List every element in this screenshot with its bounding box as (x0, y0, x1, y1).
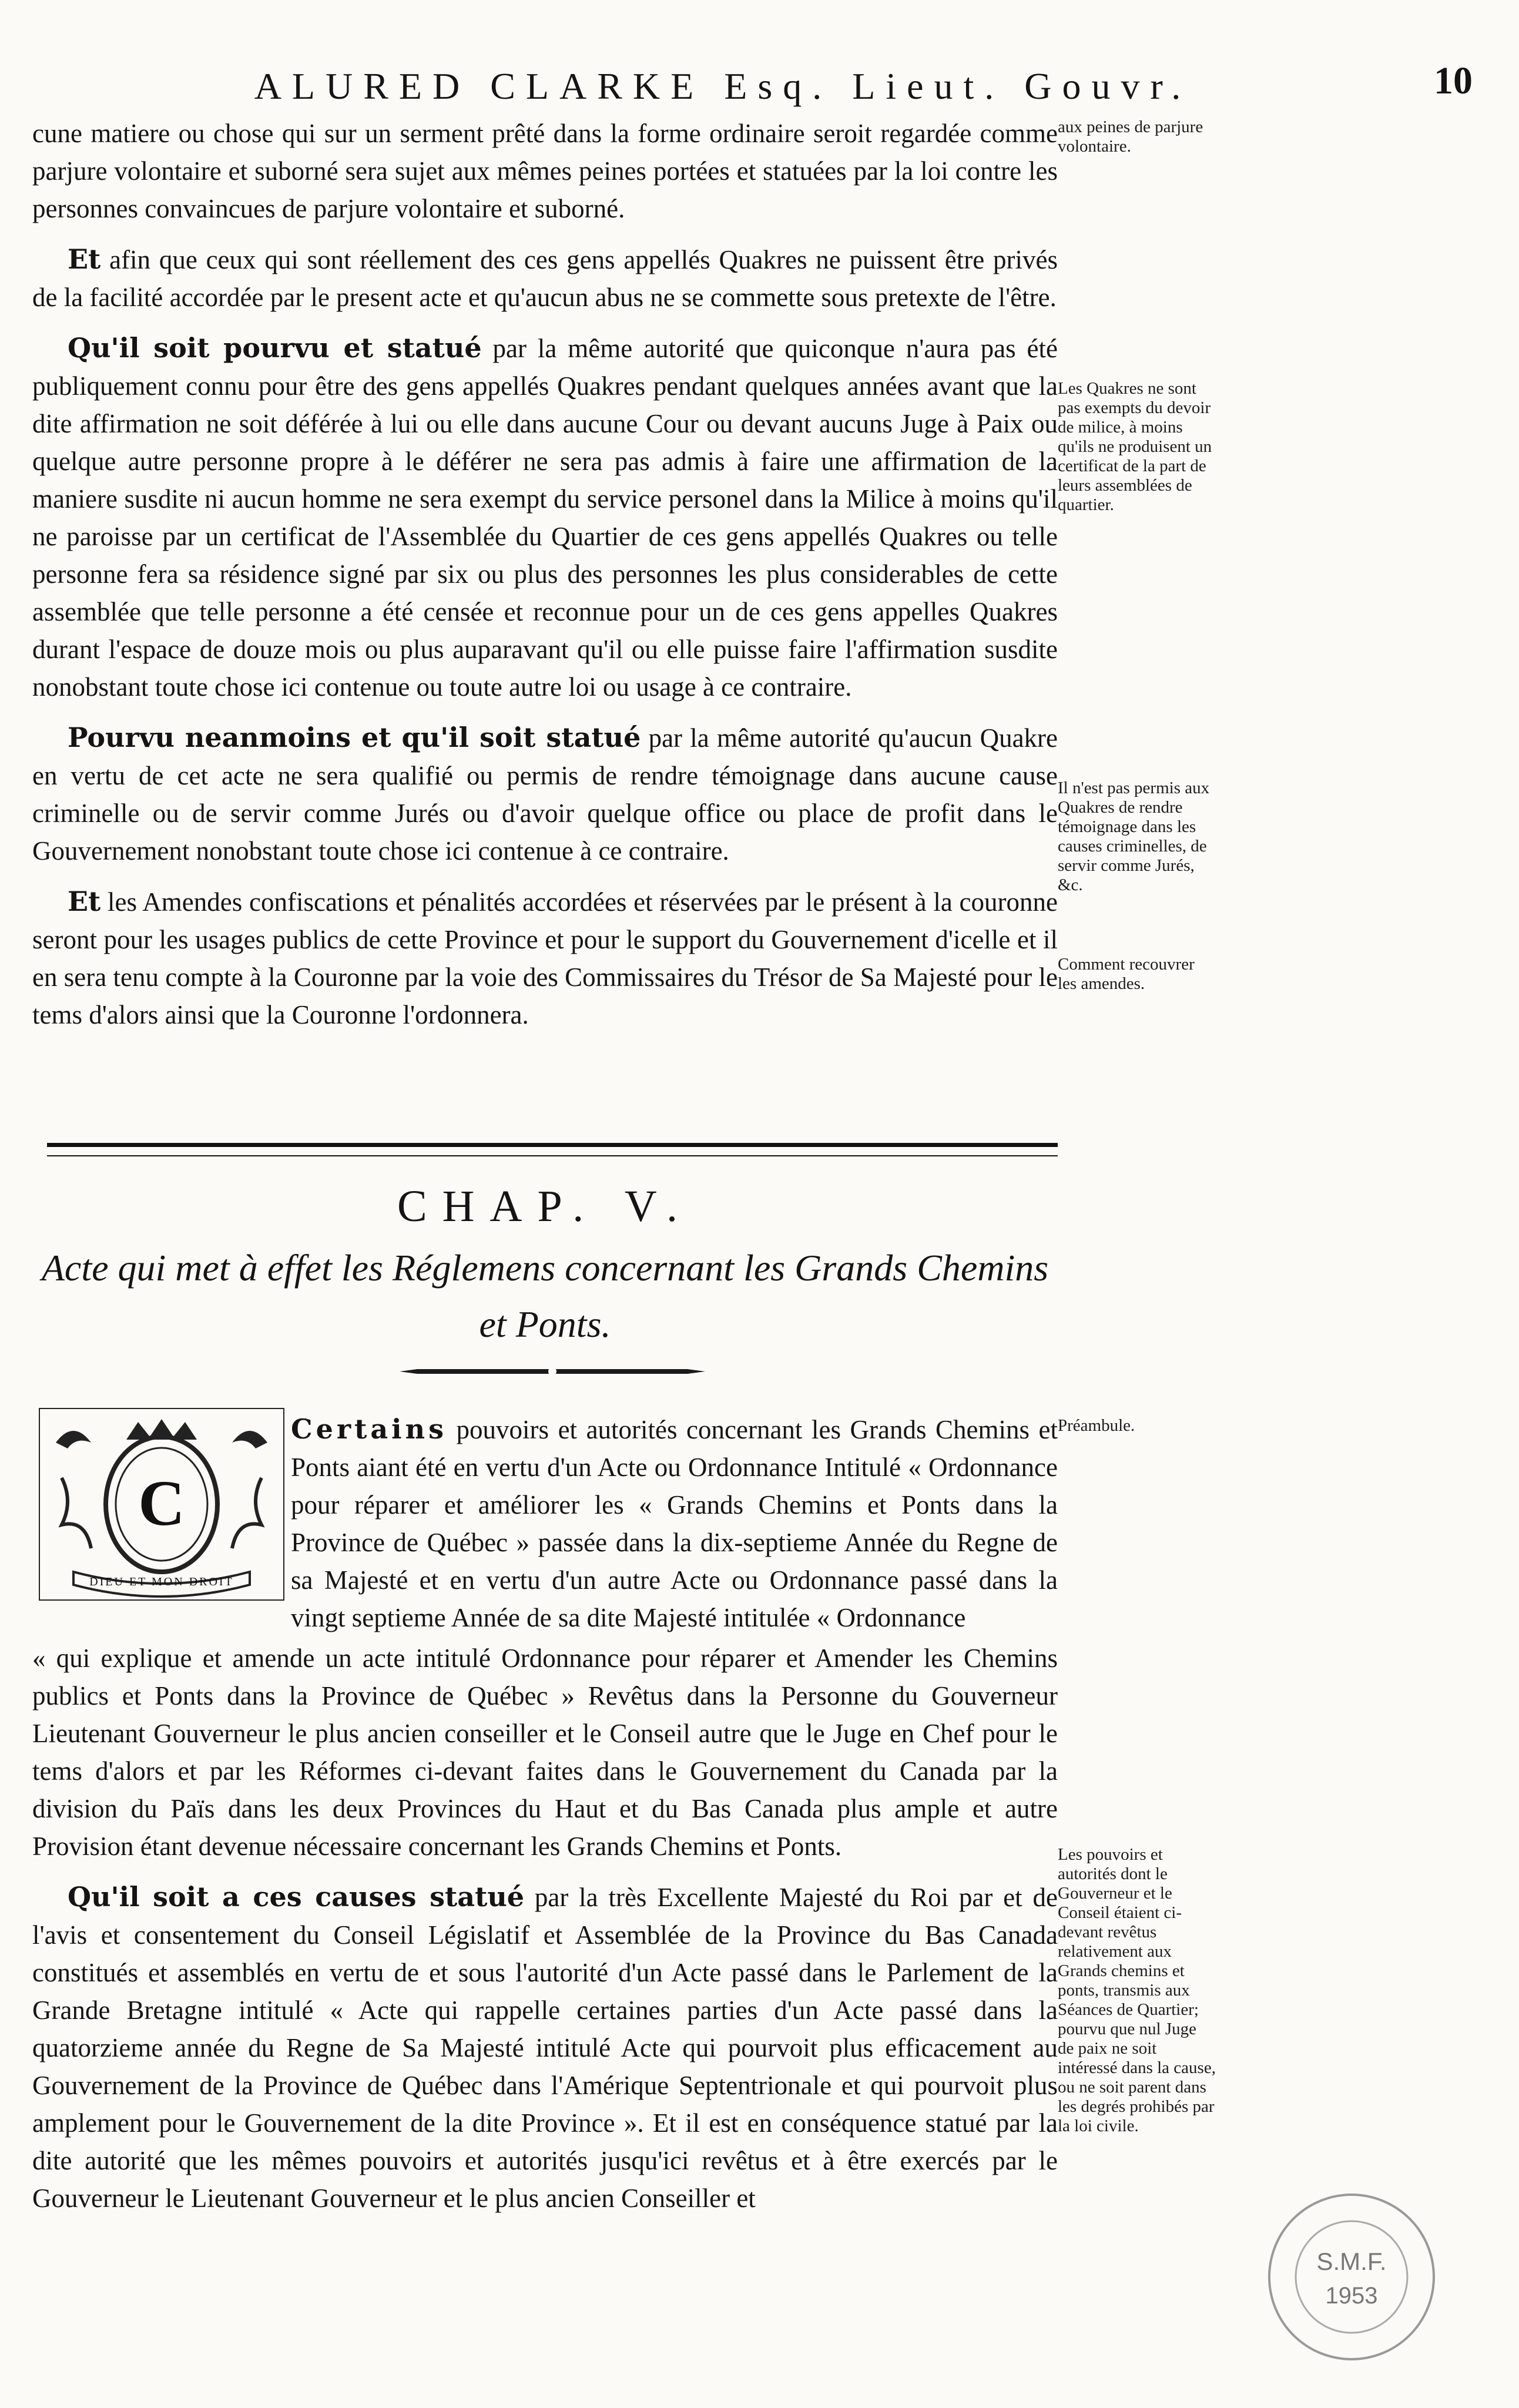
page-number: 10 (1434, 59, 1473, 102)
paragraph-continuation: cune matiere ou chose qui sur un serment prêté dans la forme ordinaire seroit regardée comme parjure volontaire et suborné sera sujet aux mêmes peines portées et statuées par la loi contre les personnes convaincues de parjure volontaire et suborné. (32, 119, 1058, 223)
margin-note-testimony: Il n'est pas permis aux Quakres de rendre témoignage dans les causes criminelles, de servir comme Jurés, &c. (1058, 779, 1210, 894)
margin-note-militia: Les Quakres ne sont pas exempts du devoir de milice, à moins qu'ils ne produisent un certificat de la part de leurs assemblées de quartier. (1058, 379, 1212, 514)
margin-note-preamble: Préambule. (1058, 1416, 1135, 1435)
paragraph-text: les Amendes confiscations et pénalités accordées et réservées par le présent à la couronne seront pour les usages publics de cette Province et pour le support du Gouvernement d'icelle et il en sera tenu compte à la Couronne par la voie des Commissaires du Trésor de Sa Majesté pour le tems d'alors ainsi que la Couronne l'ordonnera. (32, 887, 1058, 1029)
paragraph-lead: Qu'il soit pourvu et statué (68, 332, 482, 364)
preamble-paragraph-start (291, 1410, 1058, 1636)
stamp-text-line1: S.M.F. (1316, 2248, 1387, 2275)
section-2-text-beside-initial (291, 1410, 1058, 1636)
ornamental-rule (400, 1366, 705, 1377)
paragraph-text: par la même autorité que quiconque n'aura pas été publiquement connu pour être des gens appellés Quakres pendant quelques années avant que la dite affirmation ne soit déférée à lui ou elle dans aucune Cour ou devant aucuns Juge à Paix ou quelque autre personne propre à le déférer ne sera pas admis à faire une affirmation de la maniere susdite ni aucun homme ne sera exempt du service personel dans la Milice à moins qu'il ne paroisse par un certificat de l'Assemblée du Quartier de ces gens appellés Quakres ou telle personne fera sa résidence signé par six ou plus des personnes les plus considerables de cette assemblée que telle personne a été censée et reconnue pour un de ces gens appelles Quakres durant l'espace de douze mois ou plus auparavant qu'il ou elle puisse faire l'affirmation susdite nonobstant toute chose ici contenue ou toute autre loi ou usage à ce contraire. (32, 334, 1058, 702)
chapter-heading: CHAP. V. (397, 1182, 693, 1231)
decorated-initial (38, 1407, 285, 1601)
library-stamp (1263, 2189, 1440, 2365)
section-1-text (32, 115, 1058, 1034)
motto-ribbon: DIEU ET MON DROIT (89, 1575, 234, 1588)
margin-note-perjury: aux peines de parjure volontaire. (1058, 118, 1203, 156)
paragraph-quakers-testimony (32, 719, 1058, 870)
paragraph-lead: Pourvu neanmoins et qu'il soit statué (68, 722, 641, 753)
paragraph-text: par la très Excellente Majesté du Roi par et de l'avis et consentement du Conseil Législatif et Assemblée de la Province du Bas Canada constitués et assemblés en vertu de et sous l'autorité d'un Acte passé dans le Parlement de la Grande Bretagne intitulé « Acte qui rappelle certaines parties d'un Acte passé dans la quatorzieme année du Regne de Sa Majesté intitulé Acte qui pourvoit plus efficacement au Gouvernement de la Province de Québec dans l'Amérique Septentrionale et qui pourvoit plus amplement pour le Gouvernement de la dite Province ». Et il est en conséquence statué par la dite autorité que les mêmes pouvoirs et autorités jusqu'ici revêtus et à être exercés par le Gouverneur le Lieutenant Gouverneur et le plus ancien Conseiller et (32, 1883, 1058, 2213)
paragraph-text: pouvoirs et autorités concernant les Grands Chemins et Ponts aiant été en vertu d'un Acte ou Ordonnance Intitulé « Ordonnance pour réparer et améliorer les « Grands Chemins et Ponts dans la Province de Québec » passée dans la dix-septieme Année du Regne de sa Majesté et en vertu d'un autre Acte ou Ordonnance passé dans la vingt septieme Année de sa dite Majesté intitulée « Ordonnance (291, 1415, 1058, 1632)
stamp-text-line2: 1953 (1325, 2283, 1378, 2309)
running-head: ALURED CLARKE Esq. Lieut. Gouvr. (254, 65, 1192, 107)
paragraph-quakers-abuse (32, 240, 1058, 316)
initial-letter: C (138, 1467, 185, 1539)
paragraph-lead: Qu'il soit a ces causes statué (68, 1881, 525, 1913)
paragraph-lead: Et (68, 243, 101, 275)
margin-note-powers: Les pouvoirs et autorités dont le Gouverneur et le Conseil étaient ci-devant revêtus relativement aux Grands chemins et ponts, transmis aux Séances de Quartier; pourvu que nul Juge de paix ne soit intéressé dans la cause, ou ne soit parent dans les degrés prohibés par la loi civile. (1058, 1845, 1216, 2135)
paragraph-text: par la même autorité qu'aucun Quakre en vertu de cet acte ne sera qualifié ou permis de rendre témoignage dans aucune cause criminelle ou de servir comme Jurés ou d'avoir quelque office ou place de profit dans le Gouvernement nonobstant toute chose ici contenue à ce contraire. (32, 723, 1058, 866)
paragraph-fines (32, 883, 1058, 1034)
paragraph-quakers-certificate (32, 329, 1058, 706)
paragraph-lead: Et (68, 886, 101, 917)
double-rule-divider (47, 1143, 1058, 1156)
paragraph-lead: Certains (291, 1413, 447, 1445)
stamp-circle (1263, 2189, 1440, 2365)
preamble-paragraph-continuation: « qui explique et amende un acte intitulé Ordonnance pour réparer et Amender les Chemins publics et Ponts dans la Province de Québec » Revêtus dans la Personne du Gouverneur Lieutenant Gouverneur le plus ancien conseiller et le Conseil autre que le Juge en Chef pour le tems d'alors et par les Réformes ci-devant faites dans le Gouvernement du Canada par la division du Païs dans les deux Provinces du Haut et du Bas Canada plus ample et autre Provision étant devenue nécessaire concernant les Grands Chemins et Ponts. (32, 1644, 1058, 1861)
paragraph-text: afin que ceux qui sont réellement des ces gens appellés Quakres ne puissent être privés de la facilité accordée par le present acte et qu'aucun abus ne se commette sous pretexte de l'être. (32, 245, 1058, 312)
royal-arms-ornament (38, 1407, 285, 1601)
paragraph-enactment (32, 1878, 1058, 2217)
section-2-text (32, 1639, 1058, 2217)
act-title: Acte qui met à effet les Réglemens concernant les Grands Chemins et Ponts. (41, 1247, 1049, 1345)
margin-note-fines: Comment recouvrer les amendes. (1058, 955, 1195, 993)
